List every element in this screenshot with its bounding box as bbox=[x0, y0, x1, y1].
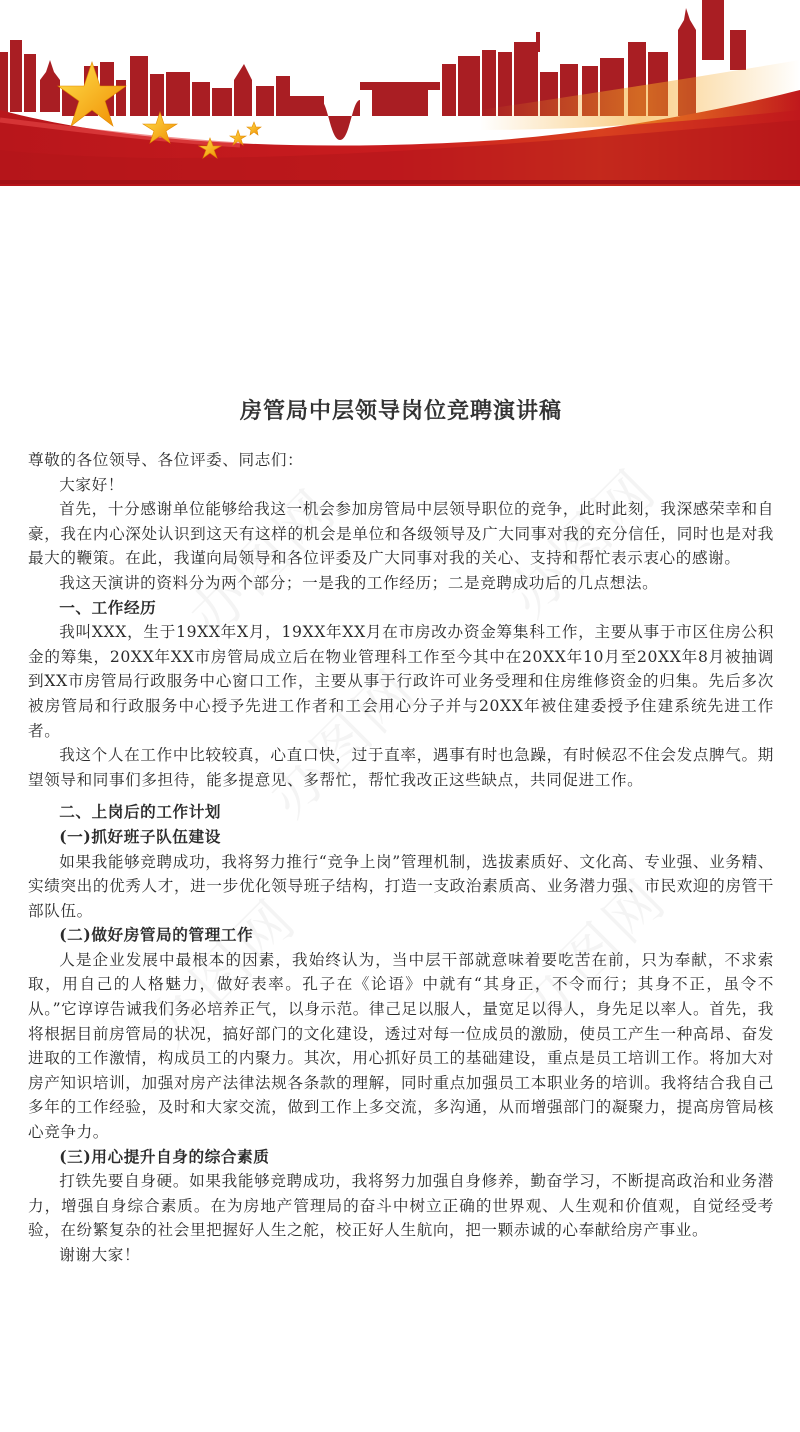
closing: 谢谢大家！ bbox=[59, 1246, 141, 1264]
intro-paragraph: 首先，十分感谢单位能够给我这一机会参加房管局中层领导职位的竞争，此时此刻，我深感荣幸和自豪，我在内心深处认识到这天有这样的机会是单位和各级领导及广大同事对我的充分信任，同时也是对我最大的鞭策。在此，我谨向局领导和各位评委及广大同事对我的关心、支持和帮忙表示衷心的感谢。 bbox=[28, 500, 774, 568]
header-banner bbox=[0, 0, 800, 186]
self-assessment-paragraph: 我这个人在工作中比较较真，心直口快，过于直率，遇事有时也急躁，有时候忍不住会发点脾气。期望领导和同事们多担待，能多提意见、多帮忙，帮忙我改正这些缺点，共同促进工作。 bbox=[28, 746, 774, 789]
subsection-heading-self-improvement: (三)用心提升自身的综合素质 bbox=[59, 1146, 270, 1166]
document-title: 房管局中层领导岗位竞聘演讲稿 bbox=[239, 398, 562, 424]
outline-paragraph: 我这天演讲的资料分为两个部分；一是我的工作经历；二是竞聘成功后的几点想法。 bbox=[59, 573, 659, 592]
team-building-paragraph: 如果我能够竞聘成功，我将努力推行“竞争上岗”管理机制，选拔素质好、文化高、专业强、业务精、实绩突出的优秀人才，进一步优化领导班子结构，打造一支政治素质高、业务潜力强、市民欢迎的房管干部队伍。 bbox=[28, 852, 774, 920]
subsection-heading-management: (二)做好房管局的管理工作 bbox=[59, 925, 254, 945]
self-improvement-paragraph: 打铁先要自身硬。如果我能够竞聘成功，我将努力加强自身修养，勤奋学习，不断提高政治和业务潜力，增强自身综合素质。在为房地产管理局的奋斗中树立正确的世界观、人生观和价值观，自觉经受考验，在纷繁复杂的社会里把握好人生之舵，校正好人生航向，把一颗赤诚的心奉献给房产事业。 bbox=[28, 1172, 774, 1240]
document-body bbox=[28, 392, 774, 1268]
greeting: 大家好！ bbox=[59, 475, 124, 494]
salutation: 尊敬的各位领导、各位评委、同志们： bbox=[28, 451, 304, 469]
management-paragraph: 人是企业发展中最根本的因素，我始终认为，当中层干部就意味着要吃苦在前，只为奉献，不求索取，用自己的人格魅力，做好表率。孔子在《论语》中就有“其身正，不令而行；其身不正，虽令不从。”它谆谆告诫我们务必培养正气，以身示范。律己足以服人，量宽足以得人，身先足以率人。首先，我将根据目前房管局的状况，搞好部门的文化建设，透过对每一位成员的激励，使员工产生一种高昂、奋发进取的工作激情，构成员工的内聚力。其次，用心抓好员工的基础建设，重点是员工培训工作。将加大对房产知识培训，加强对房产法律法规各条款的理解，同时重点加强员工本职业务的培训。我将结合我自己多年的工作经验，及时和大家交流，做到工作上多交流，多沟通，从而增强部门的凝聚力，提高房管局核心竞争力。 bbox=[28, 950, 774, 1142]
section-heading-work-plan: 二、上岗后的工作计划 bbox=[59, 802, 222, 822]
work-experience-paragraph: 我叫XXX，生于19XX年X月，19XX年XX月在市房改办资金筹集科工作，主要从事于市区住房公积金的筹集，20XX年XX市房管局成立后在物业管理科工作至今其中在20XX年10月至20XX年8月被抽调到XX市房管局行政服务中心窗口工作，主要从事于行政许可业务受理和住房维修资金的归集。先后多次被房管局和行政服务中心授予先进工作者和工会用心分子并与20XX年被住建委授予住建系统先进工作者。 bbox=[28, 623, 774, 740]
subsection-heading-team-building: (一)抓好班子队伍建设 bbox=[59, 826, 221, 846]
banner-illustration bbox=[0, 0, 800, 186]
section-heading-work-experience: 一、工作经历 bbox=[59, 597, 157, 617]
